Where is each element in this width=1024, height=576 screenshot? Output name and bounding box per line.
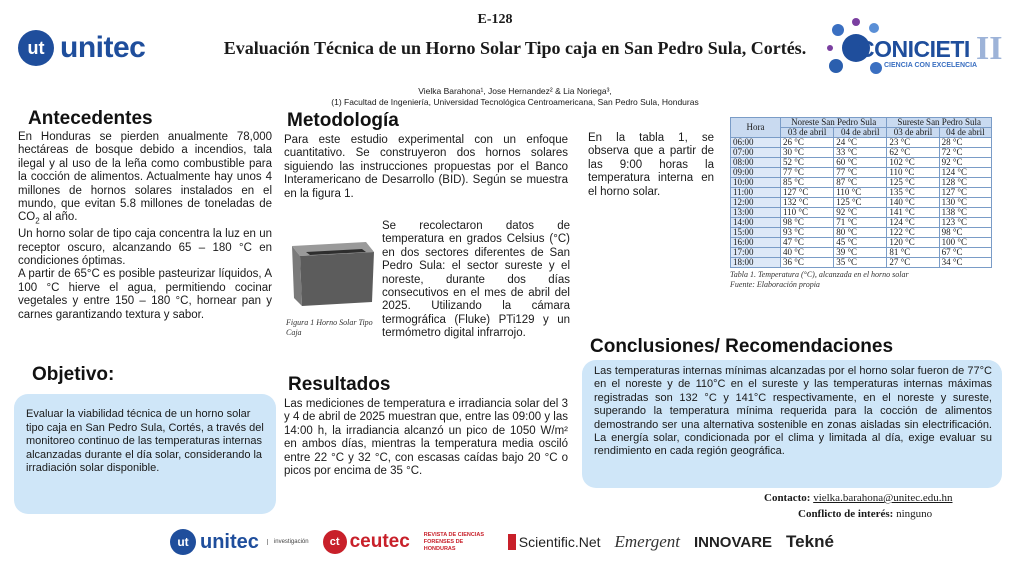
table-cell-temp: 110 °C xyxy=(887,168,939,178)
table-cell-temp: 77 °C xyxy=(781,168,834,178)
table-row xyxy=(731,198,992,208)
table-cell-hora: 14:00 xyxy=(731,218,781,228)
table-cell-hora: 15:00 xyxy=(731,228,781,238)
ceutec-footer-icon: ct xyxy=(323,530,347,554)
sub-header: 03 de abril xyxy=(887,128,939,138)
table-row xyxy=(731,228,992,238)
table-cell-temp: 124 °C xyxy=(939,168,991,178)
table-row xyxy=(731,188,992,198)
authors-line: Vielka Barahona¹, Jose Hernandez² & Lia Noriega³, xyxy=(418,86,612,96)
table-cell-temp: 34 °C xyxy=(939,258,991,268)
table-cell-temp: 128 °C xyxy=(939,178,991,188)
table-cell-temp: 60 °C xyxy=(834,158,887,168)
table-cell-temp: 45 °C xyxy=(834,238,887,248)
table-cell-temp: 30 °C xyxy=(781,148,834,158)
footer-logo-tekne: Tekné xyxy=(786,532,834,551)
table-cell-temp: 127 °C xyxy=(939,188,991,198)
table-cell-temp: 24 °C xyxy=(834,138,887,148)
conicieti-subtitle: CIENCIA CON EXCELENCIA xyxy=(884,62,978,69)
table-cell-temp: 127 °C xyxy=(781,188,834,198)
table-cell-temp: 140 °C xyxy=(887,198,939,208)
table-cell-temp: 80 °C xyxy=(834,228,887,238)
table-cell-temp: 26 °C xyxy=(781,138,834,148)
table-cell-hora: 11:00 xyxy=(731,188,781,198)
table-cell-temp: 141 °C xyxy=(887,208,939,218)
table-cell-temp: 72 °C xyxy=(939,148,991,158)
table-row xyxy=(731,208,992,218)
contact-line: Contacto: vielka.barahona@unitec.edu.hn xyxy=(764,492,953,504)
antecedentes-p2: Un horno solar de tipo caja concentra la luz en un receptor oscuro, alcanzando 65 – 180 °C en condiciones óptimas. xyxy=(18,228,272,267)
table-row xyxy=(731,138,992,148)
footer-logo-emergent: Emergent xyxy=(614,532,680,551)
conicieti-wordmark: CONICIETI xyxy=(858,36,970,62)
sub-header: 03 de abril xyxy=(781,128,834,138)
temperature-table xyxy=(730,117,992,268)
table-cell-temp: 100 °C xyxy=(939,238,991,248)
sub-header: 04 de abril xyxy=(834,128,887,138)
antecedentes-p3: A partir de 65°C es posible pasteurizar líquidos, A 100 °C hierve el agua, permitiendo cocinar vegetales y entre 150 – 180 °C, hornear pan y carnes garantizando textura y sabor. xyxy=(18,268,272,321)
table-cell-temp: 120 °C xyxy=(887,238,939,248)
table-cell-temp: 110 °C xyxy=(834,188,887,198)
table-caption: Tabla 1. Temperatura (°C), alcanzada en el horno solar xyxy=(730,270,909,279)
scientific-footer-icon xyxy=(508,534,516,550)
table-cell-temp: 98 °C xyxy=(939,228,991,238)
table-cell-temp: 81 °C xyxy=(887,248,939,258)
table-source: Fuente: Elaboración propia xyxy=(730,280,820,289)
contact-block xyxy=(764,490,1004,522)
footer-logo-ceutec: ct ceutec xyxy=(323,530,410,554)
table-cell-temp: 92 °C xyxy=(834,208,887,218)
poster-code: E-128 xyxy=(477,12,513,27)
table-cell-hora: 12:00 xyxy=(731,198,781,208)
objetivo-box xyxy=(14,394,276,514)
table-cell-temp: 77 °C xyxy=(834,168,887,178)
objetivo-text: Evaluar la viabilidad técnica de un horno solar tipo caja en San Pedro Sula, Cortés, a través del monitoreo continuo de las temperaturas internas alcanzadas durante el día solar, considerando la irradiación solar disponible. xyxy=(26,408,264,475)
unitec-logo-icon: ut xyxy=(18,30,54,66)
table-cell-temp: 71 °C xyxy=(834,218,887,228)
table-cell-temp: 93 °C xyxy=(781,228,834,238)
table-row xyxy=(731,168,992,178)
table-cell-temp: 85 °C xyxy=(781,178,834,188)
tabla-intro-text: En la tabla 1, se observa que a partir de las 9:00 horas la temperatura interna en el horno solar. xyxy=(588,132,714,198)
table-cell-temp: 135 °C xyxy=(887,188,939,198)
table-cell-temp: 124 °C xyxy=(887,218,939,228)
table-cell-hora: 16:00 xyxy=(731,238,781,248)
resultados-text: Las mediciones de temperatura e irradiancia solar del 3 y 4 de abril de 2025 muestran que, entre las 09:00 y las 14:00 h, la irradiancia alcanzó un pico de 1050 W/m² en ambos días, mientras la temperatura media osciló entre 22 °C y 32 °C, con escasas caídas bajo 20 °C o picos por encima de 35 °C. xyxy=(284,398,568,478)
table-cell-temp: 67 °C xyxy=(939,248,991,258)
group-header-sureste: Sureste San Pedro Sula xyxy=(887,118,992,128)
table-cell-hora: 06:00 xyxy=(731,138,781,148)
temperature-table-wrapper xyxy=(730,117,992,290)
unitec-logo: ut unitec xyxy=(18,28,188,68)
table-cell-hora: 08:00 xyxy=(731,158,781,168)
table-cell-temp: 92 °C xyxy=(939,158,991,168)
antecedentes-text xyxy=(18,131,272,322)
table-row xyxy=(731,148,992,158)
conclusiones-text: Las temperaturas internas mínimas alcanzadas por el horno solar fueron de 77°C en el noreste y de 110°C en el sureste y las temperaturas internas máximas registradas son 132 °C y 141°C respectivamente, en el noreste y sureste, superando la temperatura mínima requerida para la cocción de alimentos demostrando ser una alternativa sostenible en zonas aisladas sin electrificación. La energía solar, condicionada por el clima y limitada al día, exige evaluar su rendimiento en cada región geográfica. xyxy=(594,365,992,458)
table-cell-temp: 33 °C xyxy=(834,148,887,158)
table-row xyxy=(731,218,992,228)
table-cell-temp: 36 °C xyxy=(781,258,834,268)
conicieti-logo xyxy=(826,16,1006,80)
table-cell-temp: 125 °C xyxy=(887,178,939,188)
table-cell-temp: 132 °C xyxy=(781,198,834,208)
affiliation-line: (1) Facultad de Ingeniería, Universidad Tecnológica Centroamericana, San Pedro Sula, Honduras xyxy=(331,97,699,107)
table-cell-temp: 52 °C xyxy=(781,158,834,168)
table-cell-hora: 18:00 xyxy=(731,258,781,268)
footer-logo-scientific: Scientific.Net xyxy=(508,534,601,550)
table-row xyxy=(731,248,992,258)
poster-authors xyxy=(290,86,740,108)
table-cell-temp: 123 °C xyxy=(939,218,991,228)
hora-header: Hora xyxy=(731,118,781,138)
table-cell-temp: 130 °C xyxy=(939,198,991,208)
table-cell-temp: 28 °C xyxy=(939,138,991,148)
table-row xyxy=(731,238,992,248)
figure-caption: Figura 1 Horno Solar Tipo Caja xyxy=(286,318,373,337)
conclusiones-box xyxy=(582,360,1002,488)
table-cell-temp: 62 °C xyxy=(887,148,939,158)
footer-logo-innovare: INNOVARE xyxy=(693,533,773,551)
metodologia-p1: Para este estudio experimental con un enfoque cuantitativo. Se construyeron dos hornos solares siguiendo las instrucciones propuestas por el Banco Interamericano de Desarrollo (BID). Según se muestra en la figura 1. xyxy=(284,134,568,200)
table-cell-temp: 125 °C xyxy=(834,198,887,208)
table-cell-hora: 10:00 xyxy=(731,178,781,188)
table-cell-temp: 27 °C xyxy=(887,258,939,268)
table-cell-hora: 09:00 xyxy=(731,168,781,178)
table-cell-temp: 35 °C xyxy=(834,258,887,268)
table-cell-temp: 87 °C xyxy=(834,178,887,188)
footer-logo-unitec: ut unitec investigación xyxy=(170,529,309,555)
solar-oven-image xyxy=(286,228,378,312)
conclusiones-heading: Conclusiones/ Recomendaciones xyxy=(590,336,894,357)
table-cell-temp: 39 °C xyxy=(834,248,887,258)
table-cell-temp: 138 °C xyxy=(939,208,991,218)
table-cell-temp: 98 °C xyxy=(781,218,834,228)
metodologia-p2: Se recolectaron datos de temperatura en grados Celsius (°C) en dos sectores diferentes de San Pedro Sula: el sector sureste y el noreste, durante dos días consecutivos en el mes de abril del 2025. Utilizando la cámara termográfica (Fluke) PTi129 y un termómetro digital infrarrojo. xyxy=(382,220,570,340)
contact-email-link[interactable]: vielka.barahona@unitec.edu.hn xyxy=(813,492,953,504)
table-cell-temp: 40 °C xyxy=(781,248,834,258)
table-cell-temp: 110 °C xyxy=(781,208,834,218)
table-cell-temp: 47 °C xyxy=(781,238,834,248)
table-cell-temp: 122 °C xyxy=(887,228,939,238)
conicieti-roman: II xyxy=(976,30,1003,67)
antecedentes-heading: Antecedentes xyxy=(28,108,153,129)
table-row xyxy=(731,178,992,188)
metodologia-heading: Metodología xyxy=(287,110,399,131)
poster-title: Evaluación Técnica de un Horno Solar Tipo caja en San Pedro Sula, Cortés. xyxy=(223,38,807,58)
sub-header: 04 de abril xyxy=(939,128,991,138)
table-row xyxy=(731,158,992,168)
table-cell-hora: 07:00 xyxy=(731,148,781,158)
table-cell-hora: 17:00 xyxy=(731,248,781,258)
solar-oven-figure xyxy=(286,228,378,312)
table-row xyxy=(731,258,992,268)
table-body xyxy=(731,138,992,268)
table-cell-temp: 23 °C xyxy=(887,138,939,148)
resultados-heading: Resultados xyxy=(288,374,391,395)
antecedentes-p1: En Honduras se pierden anualmente 78,000 hectáreas de bosque debido a incendios, tala ilegal y al uso de la leña como combustible para la cocción de alimentos. Actualmente hay unos 4 millones de hornos solares instalados en el mundo, que evitan 5.8 millones de toneladas de $CO_2$ al año. xyxy=(18,131,272,226)
table-cell-temp: 102 °C xyxy=(887,158,939,168)
conflict-line: Conflicto de interés: ninguno xyxy=(798,508,933,520)
unitec-footer-icon: ut xyxy=(170,529,196,555)
objetivo-heading: Objetivo: xyxy=(32,364,115,385)
footer-logos xyxy=(170,522,870,562)
footer-logo-revista: REVISTA DE CIENCIAS FORENSES DE HONDURAS xyxy=(423,531,484,552)
group-header-noreste: Noreste San Pedro Sula xyxy=(781,118,887,128)
table-cell-hora: 13:00 xyxy=(731,208,781,218)
